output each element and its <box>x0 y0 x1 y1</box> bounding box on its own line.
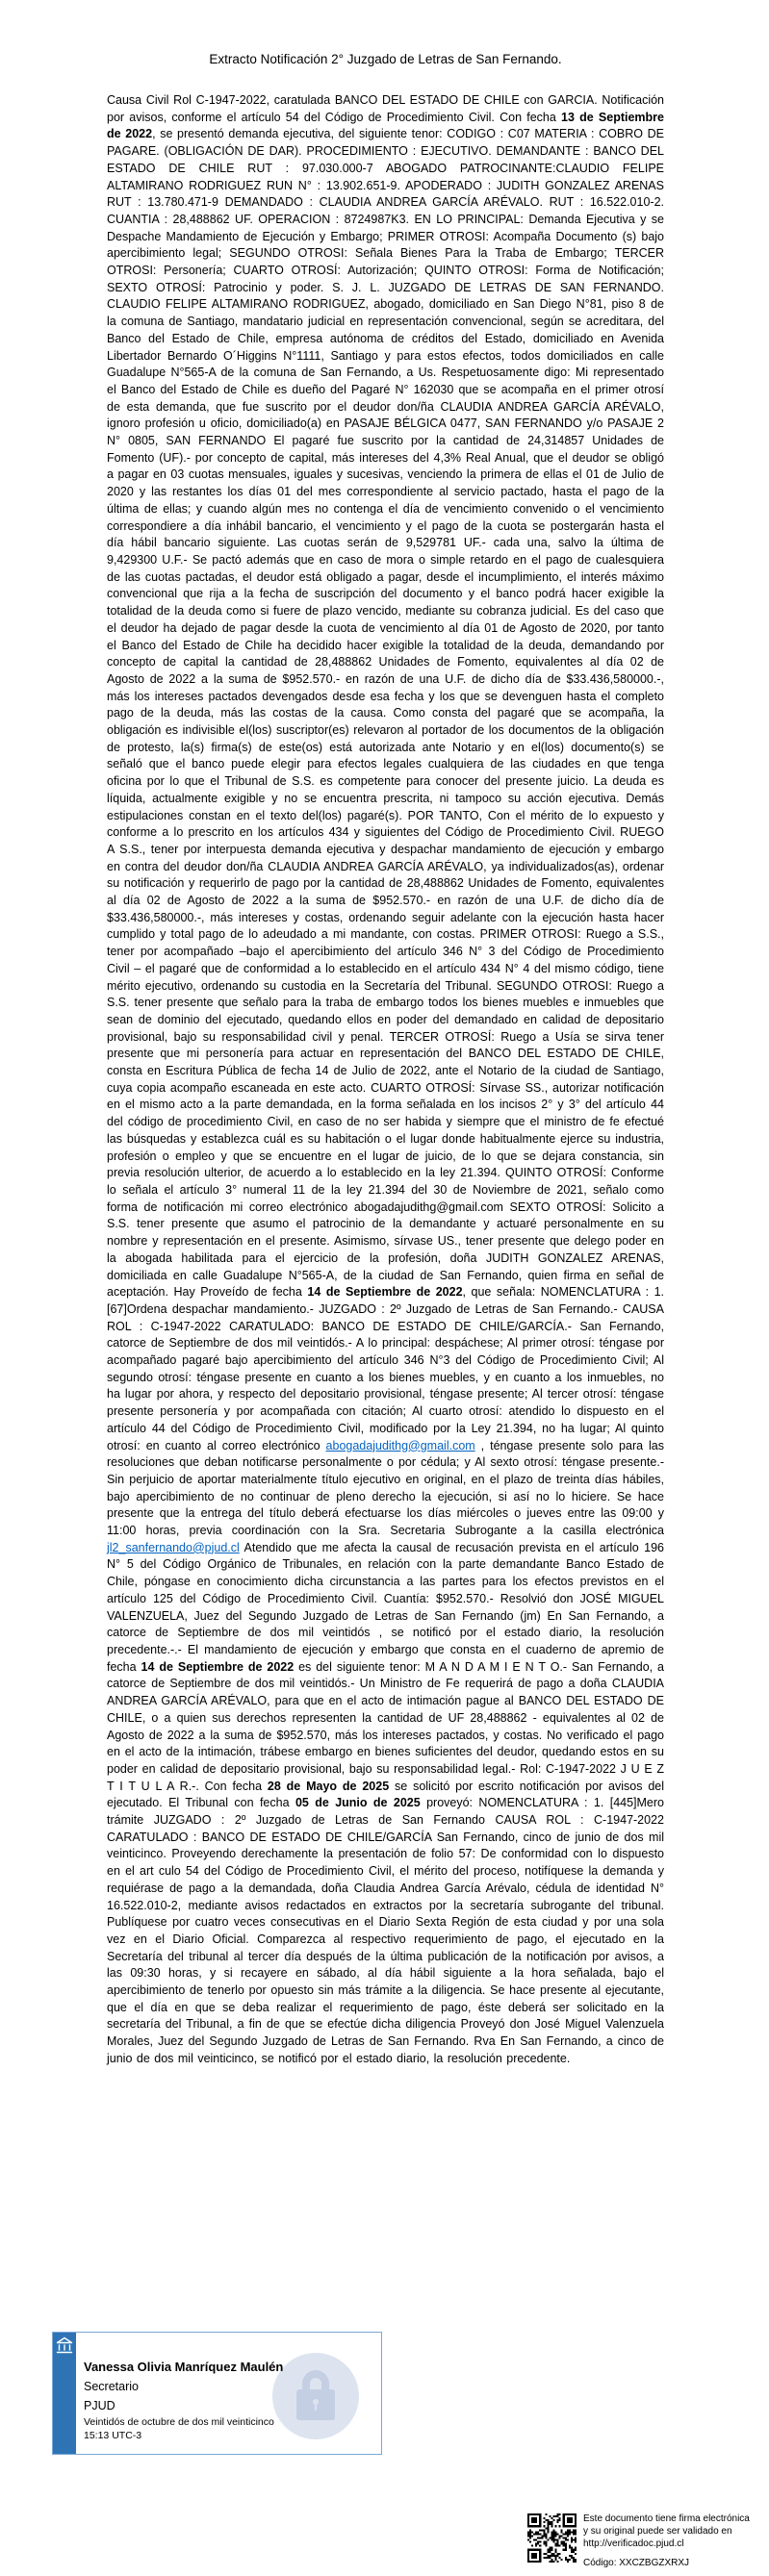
email-link[interactable]: jl2_sanfernando@pjud.cl <box>107 1540 240 1554</box>
verification-url: http://verificadoc.pjud.cl <box>583 2538 684 2549</box>
signer-name: Vanessa Olivia Manríquez Maulén <box>84 2360 284 2374</box>
qr-code <box>527 2513 577 2563</box>
email-link[interactable]: abogadajudithg@gmail.com <box>325 1438 475 1452</box>
bold-date-text: 13 de Septiembre de 2022 <box>107 110 664 141</box>
body-text: , téngase presente solo para las resoluciones que deban notificarse personalmente o por cédula; y Al sexto otrosí: téngase presente.- Sin perjuicio de aportar materialmente título ejecutivo en original, en el plazo de treinta días hábiles, bajo apercibimiento de no continuar de pleno derecho la ejecución, si así no lo hiciere. Se hace presente que la entrega del título deberá efectuarse los días miércoles o jueves entre las 09:00 y 11:00 horas, previa coordinación con la Sra. Secretaria Subrogante a la casilla electrónica <box>107 1438 664 1538</box>
signature-text <box>84 2358 377 2442</box>
body-text: , se presentó demanda ejecutiva, del siguiente tenor: CODIGO : C07 MATERIA : COBRO DE PAGARE. (OBLIGACIÓN DE DAR). PROCEDIMIENTO : EJECUTIVO. DEMANDANTE : BANCO DEL ESTADO DE CHILE RUT : 97.030.000-7 ABOGADO PATROCINANTE:CLAUDIO FELIPE ALTAMIRANO RODRIGUEZ RUN N° : 13.902.651-9. APODERADO : JUDITH GONZALEZ ARENAS RUT : 13.780.471-9 DEMANDADO : CLAUDIA ANDREA GARCÍA ARÉVALO. RUT : 16.522.010-2. CUANTIA : 28,488862 UF. OPERACION : 8724987K3. EN LO PRINCIPAL: Demanda Ejecutiva y se Despache Mandamiento de Ejecución y Embargo; PRIMER OTROSI: Acompaña Documento (s) bajo apercibimiento legal; SEGUNDO OTROSI: Señala Bienes Para la Traba de Embargo; TERCER OTROSI: Personería; CUARTO OTROSÍ: Autorización; QUINTO OTROSI: Forma de Notificación; SEXTO OTROSÍ: Patrocinio y poder. S. J. L. JUZGADO DE LETRAS DE SAN FERNANDO. CLAUDIO FELIPE ALTAMIRANO RODRIGUEZ, abogado, domiciliado en San Diego N°81, piso 8 de la comuna de Santiago, mandatario judicial en representación convencional, según se acreditara, del Banco del Estado de Chile, empresa autónoma de créditos del Estado, domiciliado en Avenida Libertador Bernardo O´Higgins N°1111, Santiago y para estos efectos, todos domiciliados en calle Guadalupe N°565-A de la comuna de San Fernando, a Us. Respetuosamente digo: Mi representado el Banco del Estado de Chile es dueño del Pagaré N° 162030 que se acompaña en el primer otrosí de esta demanda, que fue suscrito por el deudor don/ña CLAUDIA ANDREA GARCÍA ARÉVALO, ignoro profesión u oficio, domiciliado(a) en PASAJE BÉLGICA 0477, SAN FERNANDO y/o PASAJE 2 N° 0805, SAN FERNANDO El pagaré fue suscrito por la cantidad de 24,314857 Unidades de Fomento (UF).- por concepto de capital, más intereses del 4,3% Real Anual, que el deudor se obligó a pagar en 03 cuotas mensuales, iguales y sucesivas, venciendo la primera de ellas el 01 de Julio de 2020 y las restantes los días 01 del mes correspondiente al servicio pactado, hasta el pago de la última de ellas; y cuando algún mes no contenga el día de vencimiento convenido o el vencimiento correspondiere a día inhábil bancario, el vencimiento y el pago de la cuota se postergarán hasta el día hábil bancario siguiente. Las cuotas serán de 9,529781 UF.- cada una, salvo la última de 9,429300 U.F.- Se pactó además que en caso de mora o simple retardo en el pago de cualesquiera de las cuotas pactadas, el deudor está obligado a pagar, desde el incumplimiento, el interés máximo convencional que rija a la fecha de suscripción del documento y el banco podrá hacer exigible la totalidad de la deuda como si fuere de plazo vencido, mediante su cobranza judicial. Es del caso que el deudor ha dejado de pagar desde la cuota de vencimiento al día 01 de Agosto de 2020, por tanto el Banco del Estado de Chile ha decidido hacer exigible la totalidad de la deuda, demandando por concepto de capital la cantidad de 28,488862 Unidades de Fomento, equivalentes al día 02 de Agosto de 2022 a la suma de $952.570.- en razón de una U.F. de dicho día de $33.436,580000.-, más los intereses pactados devengados desde esa fecha y los que se devenguen hasta el completo pago de la deuda, más las costas de la causa. Como consta del pagaré que se acompaña, la obligación es indivisible el(los) suscriptor(es) relevaron al portador de los documentos de la obligación de protesto, la(s) firma(s) de este(os) está autorizada ante Notario y en el(los) documento(s) se señaló que el banco puede elegir para efectos legales cualquiera de las ciudades en que tenga oficina por lo que el Tribunal de S.S. es competente para conocer del presente juicio. La deuda es líquida, actualmente exigible y no se encuentra prescrita, ni tampoco su acción ejecutiva. Demás estipulaciones constan en el texto del(los) pagaré(s). POR TANTO, Con el mérito de lo expuesto y conforme a lo prescrito en los artículos 434 y siguientes del Código de Procedimiento Civil. RUEGO A S.S., tener por interpuesta demanda ejecutiva y despachar mandamiento de ejecución y embargo en contra del deudor don/ña CLAUDIA ANDREA GARCÍA ARÉVALO, ya individualizados(as), ordenar su notificación y requerirlo de pago por la cantidad de 28,488862 Unidades de Fomento, equivalentes al día 02 de Agosto de 2022 a la suma de $952.570.- en razón de una U.F. de dicho día de $33.436,580000.-, más intereses y costas, ordenando seguir adelante con la ejecución hasta hacer cumplido y total pago de lo adeudado a mi mandante, con costas. PRIMER OTROSI: Ruego a S.S., tener por acompañado –bajo el apercibimiento del artículo 346 N° 3 del Código de Procedimiento Civil – el pagaré que de conformidad a lo establecido en el artículo 434 N° 4 del mismo código, tiene mérito ejecutivo, ordenando su custodia en la Secretaría del Tribunal. SEGUNDO OTROSI: Ruego a S.S. tener presente que señalo para la traba de embargo todos los bienes muebles e inmuebles que sean de dominio del ejecutado, quedando ellos en poder del demandado en calidad de depositario provisional, bajo su responsabilidad civil y penal. TERCER OTROSÍ: Ruego a Usía se sirva tener presente que mi personería para actuar en representación del BANCO DEL ESTADO DE CHILE, consta en Escritura Pública de fecha 14 de Julio de 2022, ante el Notario de la ciudad de Santiago, cuya copia acompaño escaneada en este acto. CUARTO OTROSÍ: Sírvase SS., autorizar notificación en el mismo acto a la parte demandada, en la forma señalada en los incisos 2° y 3° del artículo 44 del código de procedimiento Civil, en caso de no ser habida y siempre que el ministro de fe efectué las búsquedas y establezca cuál es su habitación o el lugar donde habitualmente ejerce su industria, profesión o empleo y que se encuentre en el lugar de juicio, de lo que se dejara constancia, sin previa resolución ulterior, de acuerdo a lo establecido en la ley 21.394. QUINTO OTROSÍ: Conforme lo señala el artículo 3° numeral 11 de la ley 21.394 del 30 de Noviembre de 2021, señalo como forma de notificación mi correo electrónico abogadajudithg@gmail.com SEXTO OTROSÍ: Solicito a S.S. tener presente que asumo el patrocinio de la demandante y actuaré personalmente en su nombre y representación en el presente. Asimismo, sírvase US., tener presente que delego poder en la abogada habilitada para el ejercicio de la profesión, doña JUDITH GONZALEZ ARENAS, domiciliada en calle Guadalupe N°565-A, de la ciudad de San Fernando, quien firma en señal de aceptación. Hay Proveído de fecha <box>107 127 664 1300</box>
bold-date-text: 14 de Septiembre de 2022 <box>307 1285 463 1300</box>
body-text: se solicitó por escrito notificación por avisos del ejecutado. El Tribunal con fecha <box>107 1779 665 1810</box>
signature-time: 15:13 UTC-3 <box>84 2430 142 2441</box>
courthouse-icon <box>53 2336 76 2356</box>
bold-date-text: 28 de Mayo de 2025 <box>267 1779 390 1793</box>
verification-line1: Este documento tiene firma electrónica <box>583 2513 750 2524</box>
body-text: Causa Civil Rol C-1947-2022, caratulada BANCO DEL ESTADO DE CHILE con GARCIA. Notificación por avisos, conforme el artículo 54 del Código de Procedimiento Civil. Con fecha <box>107 93 664 124</box>
signature-date: Veintidós de octubre de dos mil veinticinco <box>84 2416 274 2428</box>
signature-block <box>52 2332 382 2455</box>
verification-code: Código: XXCZBGZXRXJ <box>583 2558 690 2568</box>
body-text: es del siguiente tenor: M A N D A M I E N T O.- San Fernando, a catorce de Septiembre de dos mil veintidós.- Un Ministro de Fe requerirá de pago a doña CLAUDIA ANDREA GARCÍA ARÉVALO, para que en el acto de intimación pague al BANCO DEL ESTADO DE CHILE, o a quien sus derechos representen la cantidad de UF 28,488862 - equivalentes al 02 de Agosto de 2022 a la suma de $952.570, más los intereses pactados, y costas. No verificado el pago en el acto de la intimación, trábese embargo en bienes suficientes del deudor, quedando estos en su poder en calidad de depositario provisional, bajo su responsabilidad legal.- Rol: C-1947-2022 J U E Z T I T U L A R.-. Con fecha <box>107 1659 665 1793</box>
body-text: Atendido que me afecta la causal de recusación prevista en el artículo 196 N° 5 del Código Orgánico de Tribunales, en relación con la parte demandante Banco Estado de Chile, póngase en conocimiento dicha circunstancia a las partes para los efectos previstos en el artículo 125 del Código de Procedimiento Civil. Cuantía: $952.570.- Resolvió don JOSÉ MIGUEL VALENZUELA, Juez del Segundo Juzgado de Letras de San Fernando (jm) En San Fernando, a catorce de Septiembre de dos mil veintidós , se notificó por el estado diario, la resolución precedente.-.- El mandamiento de ejecución y embargo que consta en el cuaderno de apremio de fecha <box>107 1540 664 1674</box>
document-body <box>107 92 664 2068</box>
bold-date-text: 05 de Junio de 2025 <box>295 1796 421 1810</box>
body-text: , que señala: NOMENCLATURA : 1. [67]Ordena despachar mandamiento.- JUZGADO : 2º Juzgado de Letras de San Fernando.- CAUSA ROL : C-1947-2022 CARATULADO: BANCO DE ESTADO DE CHILE/GARCÍA.- San Fernando, catorce de Septiembre de dos mil veintidós.- A lo principal: despáchese; Al primer otrosí: téngase por acompañado pagaré bajo apercibimiento del artículo 346 N°3 del Código de Procedimiento Civil; Al segundo otrosí: téngase presente en cuanto a los bienes muebles, y en cuanto a los inmuebles, no ha lugar por ahora, y respecto del depositario provisional, téngase presente; Al tercer otrosí: téngase presente personería y por acompañada con citación; Al cuarto otrosí: atendido lo dispuesto en el artículo 44 del Código de Procedimiento Civil, modificado por la Ley 21.394, no ha lugar; Al quinto otrosí: en cuanto al correo electrónico <box>107 1285 665 1452</box>
signer-role: Secretario <box>84 2380 139 2393</box>
verification-text <box>583 2513 763 2569</box>
body-text: proveyó: NOMENCLATURA : 1. [445]Mero trámite JUZGADO : 2º Juzgado de Letras de San Fernando CAUSA ROL : C-1947-2022 CARATULADO : BANCO DE ESTADO DE CHILE/GARCÍA San Fernando, cinco de junio de dos mil veinticinco. Proveyendo derechamente la presentación de folio 57: De conformidad con lo dispuesto en el art culo 54 del Código de Procedimiento Civil, el mérito del proceso, notifíquese la demanda y requiérase de pago a la demandada, doña Claudia Andrea García Arévalo, cédula de identidad N° 16.522.010-2, mediante avisos redactados en extractos por la secretaría subrogante del tribunal. Publíquese por cuatro veces consecutivas en el Diario Sexta Región de esta ciudad y por una sola vez en el Diario Oficial. Comparezca al respectivo requerimiento de pago, el ejecutado en la Secretaría del tribunal al tercer día después de la última publicación de la notificación por avisos, a las 09:30 horas, y si recayere en sábado, al día hábil siguiente a la hora señalada, bajo el apercibimiento de tenerlo por opuesto sin más trámite a la diligencia. Se hace presente al ejecutante, que el día en que se deba realizar el requerimiento de pago, éste deberá ser solicitado en la secretaría del Tribunal, a fin de que se efectúe dicha diligencia Proveyó don José Miguel Valenzuela Morales, Juez del Segundo Juzgado de Letras de San Fernando. Rva En San Fernando, a cinco de junio de dos mil veinticinco, se notificó por el estado diario, la resolución precedente. <box>107 1796 665 2065</box>
signature-sidebar <box>53 2333 76 2454</box>
page-title: Extracto Notificación 2° Juzgado de Letras de San Fernando. <box>209 52 562 66</box>
signer-org: PJUD <box>84 2399 115 2412</box>
verification-line2: y su original puede ser validado en <box>583 2526 732 2537</box>
bold-date-text: 14 de Septiembre de 2022 <box>141 1659 295 1674</box>
